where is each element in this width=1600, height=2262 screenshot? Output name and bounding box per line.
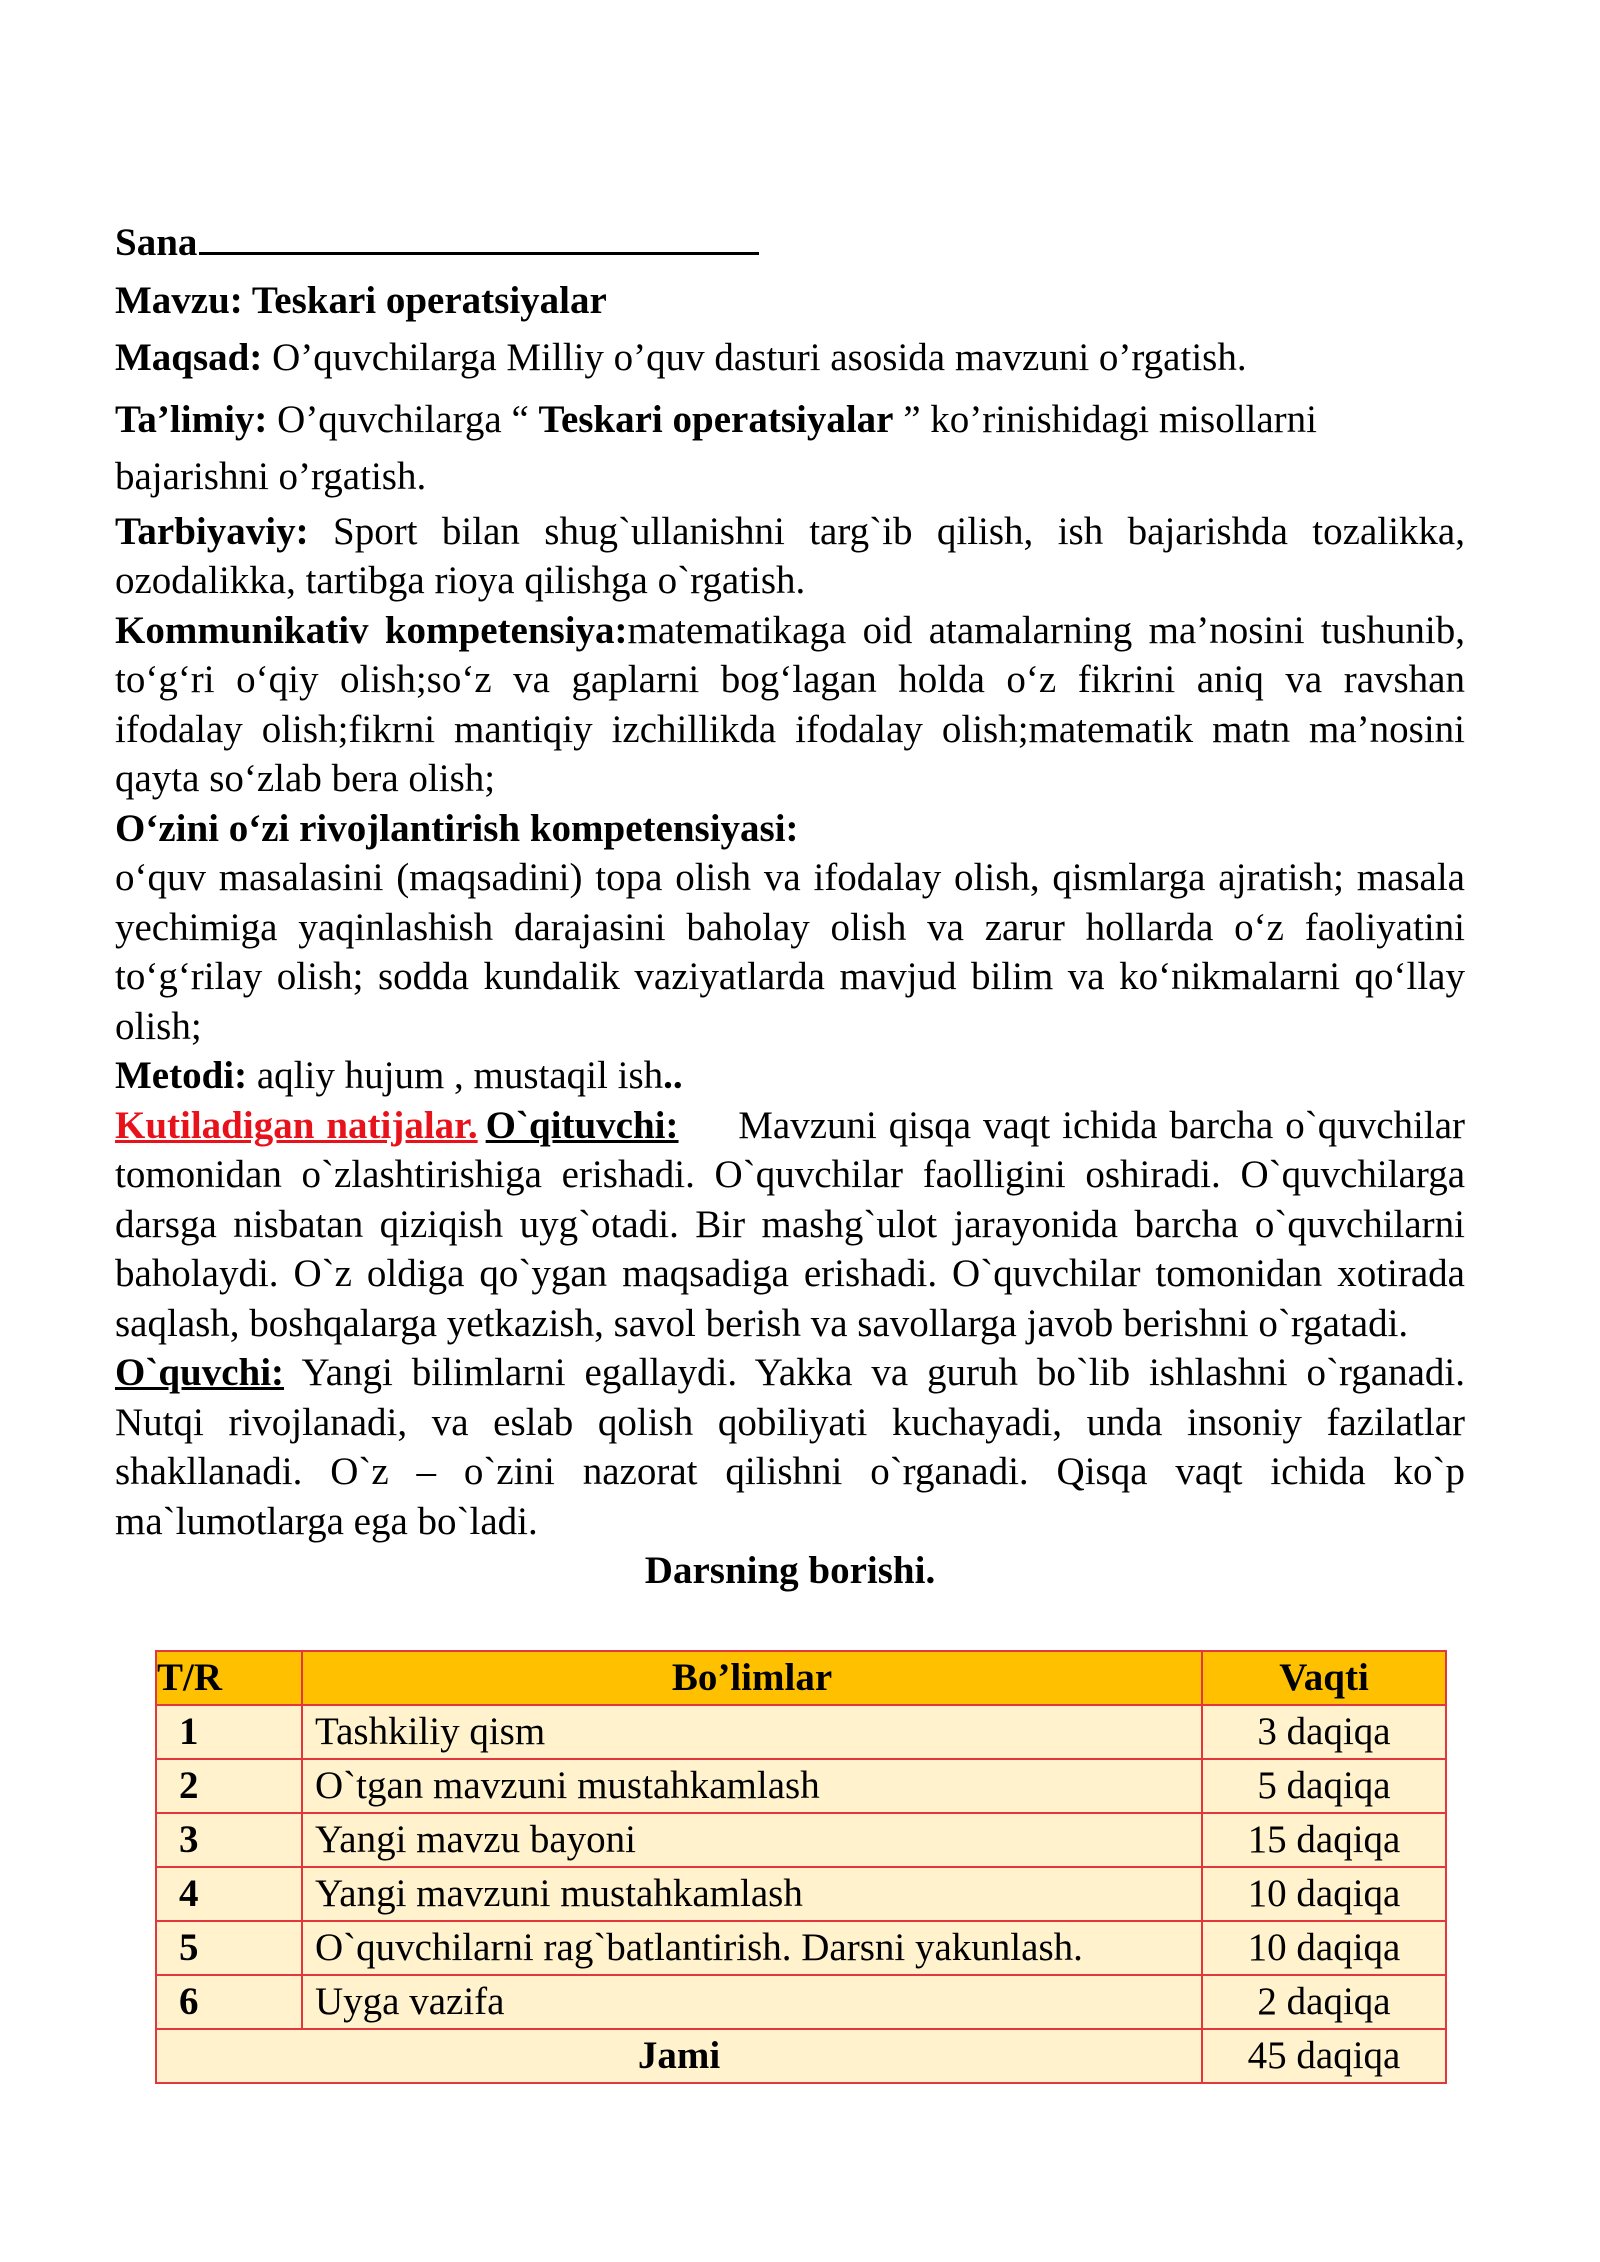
lesson-plan-text xyxy=(115,218,1475,1596)
row-duration: 10 daqiqa xyxy=(1202,1921,1446,1975)
date-line xyxy=(115,218,1465,268)
upbringing-text: Sport bilan shug`ullanishni targ`ib qilish, ish bajarishda tozalikka, ozodalikka, tartibga rioya qilishga o`rgatish. xyxy=(115,509,1465,602)
educational-text-before: O’quvchilarga “ xyxy=(267,397,539,441)
expected-results-paragraph xyxy=(115,1101,1475,1349)
row-number: 4 xyxy=(156,1867,302,1921)
expected-results-label: Kutiladigan natijalar. xyxy=(115,1103,478,1147)
row-section-name: Yangi mavzu bayoni xyxy=(302,1813,1202,1867)
row-section-name: O`quvchilarni rag`batlantirish. Darsni yakunlash. xyxy=(302,1921,1202,1975)
row-section-name: O`tgan mavzuni mustahkamlash xyxy=(302,1759,1202,1813)
table-row xyxy=(156,1921,1446,1975)
header-sections: Bo’limlar xyxy=(302,1651,1202,1705)
educational-label: Ta’limiy: xyxy=(115,397,268,441)
table-row xyxy=(156,1975,1446,2029)
row-number: 2 xyxy=(156,1759,302,1813)
row-duration: 5 daqiqa xyxy=(1202,1759,1446,1813)
date-blank-line xyxy=(199,218,759,255)
table-row xyxy=(156,1867,1446,1921)
row-duration: 2 daqiqa xyxy=(1202,1975,1446,2029)
table-body xyxy=(156,1705,1446,2029)
row-number: 3 xyxy=(156,1813,302,1867)
table-total-row xyxy=(156,2029,1446,2083)
self-development-label: O‘zini o‘zi rivojlantirish kompetensiyasi: xyxy=(115,806,799,850)
table-header-row xyxy=(156,1651,1446,1705)
lesson-plan-table xyxy=(155,1650,1447,2084)
row-section-name: Yangi mavzuni mustahkamlash xyxy=(302,1867,1202,1921)
header-num: T/R xyxy=(156,1651,302,1705)
methods-paragraph xyxy=(115,1051,1465,1101)
student-paragraph xyxy=(115,1348,1465,1546)
row-number: 1 xyxy=(156,1705,302,1759)
methods-text: aqliy hujum , mustaqil ish xyxy=(247,1054,664,1097)
communicative-paragraph xyxy=(115,606,1465,804)
row-number: 5 xyxy=(156,1921,302,1975)
goal-paragraph xyxy=(115,333,1465,383)
topic-line xyxy=(115,276,1465,326)
row-duration: 3 daqiqa xyxy=(1202,1705,1446,1759)
header-time: Vaqti xyxy=(1202,1651,1446,1705)
table-row xyxy=(156,1705,1446,1759)
topic-label: Mavzu: xyxy=(115,278,243,322)
table-row xyxy=(156,1759,1446,1813)
topic-value: Teskari operatsiyalar xyxy=(242,278,607,322)
teacher-label: O`qituvchi: xyxy=(485,1103,679,1147)
communicative-label: Kommunikativ kompetensiya: xyxy=(115,608,628,652)
row-section-name: Uyga vazifa xyxy=(302,1975,1202,2029)
upbringing-label: Tarbiyaviy: xyxy=(115,509,309,553)
table-row xyxy=(156,1813,1446,1867)
methods-end: .. xyxy=(663,1054,683,1097)
row-duration: 15 daqiqa xyxy=(1202,1813,1446,1867)
total-label: Jami xyxy=(156,2029,1202,2083)
goal-text: O’quvchilarga Milliy o’quv dasturi asosida mavzuni o’rgatish. xyxy=(262,336,1247,379)
row-section-name: Tashkiliy qism xyxy=(302,1705,1202,1759)
goal-label: Maqsad: xyxy=(115,336,263,379)
lesson-flow-title: Darsning borishi. xyxy=(644,1549,936,1592)
upbringing-paragraph xyxy=(115,507,1465,606)
methods-label: Metodi: xyxy=(115,1054,248,1097)
communicative-text: matematikaga oid atamalarning ma’nosini tushunib, to‘g‘ri o‘qiy olish;so‘z va gaplarni bog‘lagan holda o‘z fikrini aniq va ravshan ifodalay olish;fikrni mantiqiy izchillikda ifodalay olish;matematik matn ma’nosini qayta so‘zlab bera olish; xyxy=(115,608,1466,800)
date-label: Sana xyxy=(115,221,198,264)
teacher-text: Mavzuni qisqa vaqt ichida barcha o`quvchilar tomonidan o`zlashtirishiga erishadi. O`quvchilar faolligini oshiradi. O`quvchilarga darsga nisbatan qiziqish uyg`otadi. Bir mashg`ulot jarayonida barcha o`quvchilarni baholaydi. O`z oldiga qo`ygan maqsadiga erishadi. O`quvchilar tomonidan xotirada saqlash, boshqalarga yetkazish, savol berish va savollarga javob berishni o`rgatadi. xyxy=(115,1103,1475,1345)
student-text: Yangi bilimlarni egallaydi. Yakka va guruh bo`lib ishlashni o`rganadi. Nutqi rivojlanadi, va eslab qolish qobiliyati kuchayadi, unda insoniy fazilatlar shakllanadi. O`z – o`zini nazorat qilishni o`rganadi. Qisqa vaqt ichida ko`p ma`lumotlarga ega bo`ladi. xyxy=(115,1351,1465,1543)
row-duration: 10 daqiqa xyxy=(1202,1867,1446,1921)
educational-paragraph xyxy=(115,391,1465,505)
total-time: 45 daqiqa xyxy=(1202,2029,1446,2083)
row-number: 6 xyxy=(156,1975,302,2029)
educational-topic: Teskari operatsiyalar xyxy=(538,397,894,441)
self-development-text: o‘quv masalasini (maqsadini) topa olish va ifodalay olish, qismlarga ajratish; masala yechimiga yaqinlashish darajasini baholay olish va zarur hollarda o‘z faoliyatini to‘g‘rilay olish; sodda kundalik vaziyatlarda mavjud bilim va ko‘nikmalarni qo‘llay olish; xyxy=(115,856,1465,1048)
student-label: O`quvchi: xyxy=(115,1351,285,1394)
educational-text-after: ” ko’rinishidagi misollarni bajarishni o’rgatish. xyxy=(115,397,1317,498)
